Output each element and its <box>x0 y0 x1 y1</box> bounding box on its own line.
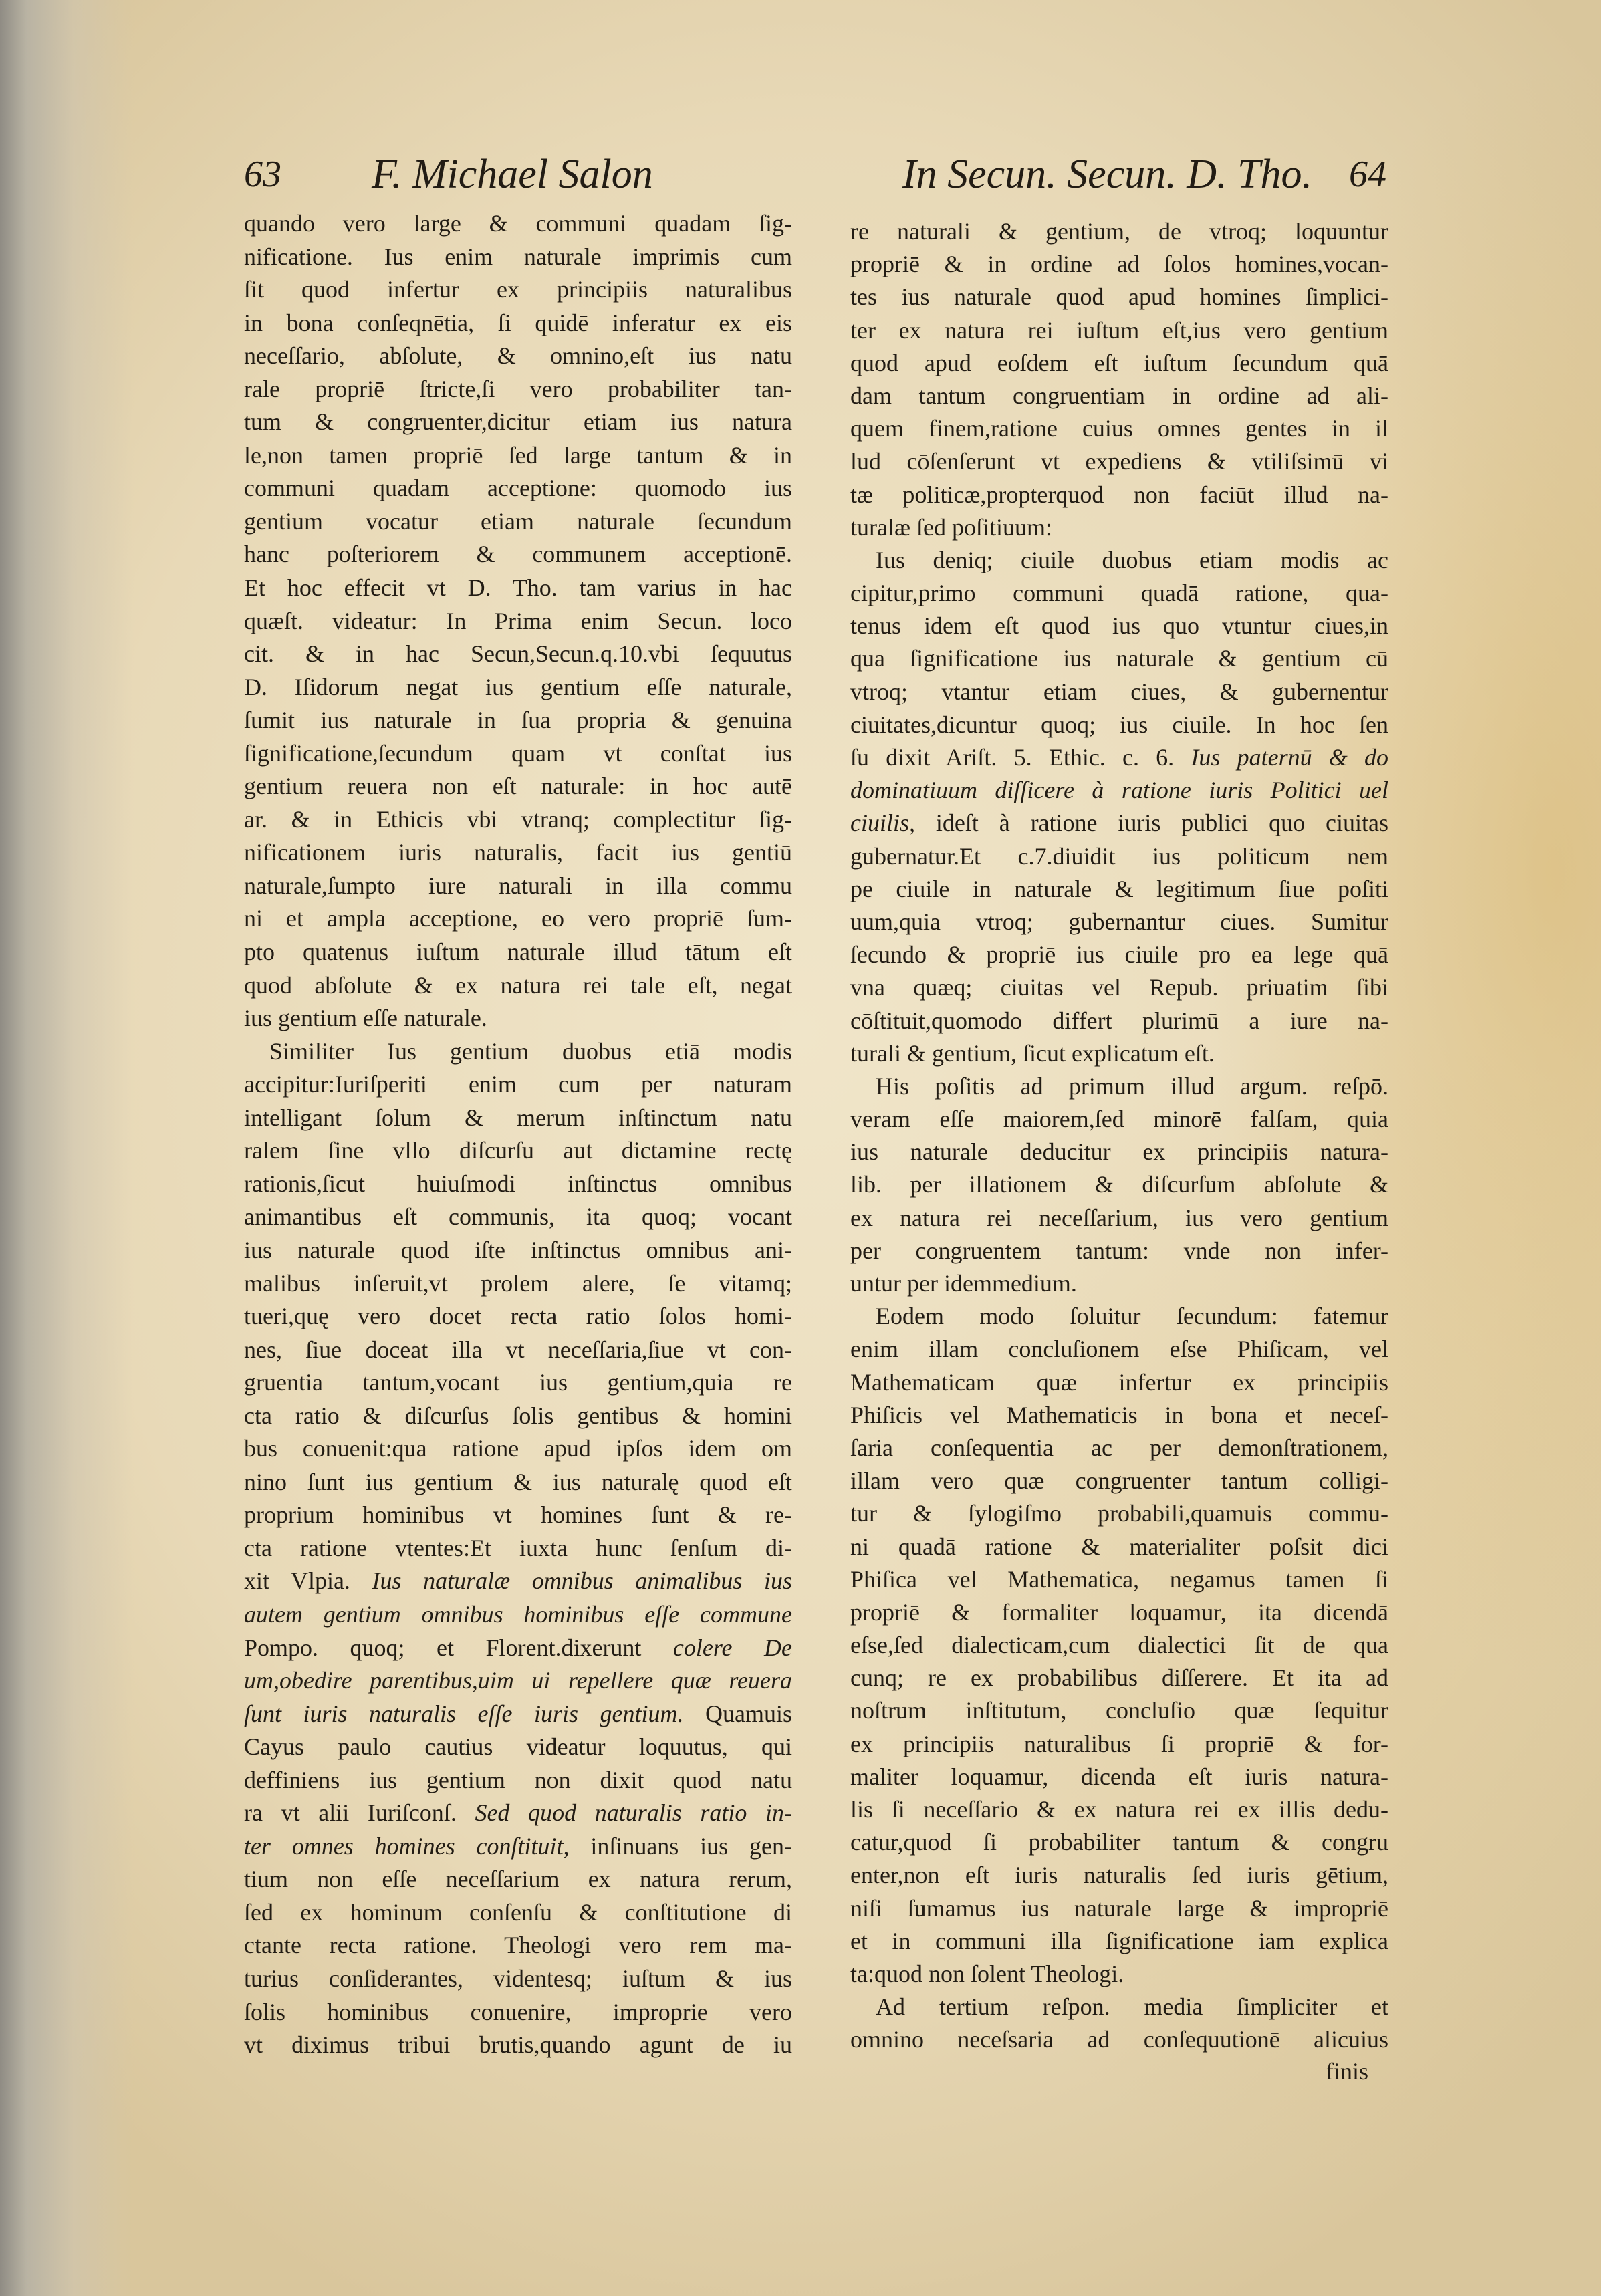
left-column-text-line: ſolis hominibus conuenire, improprie vero <box>244 1998 792 2025</box>
right-column-text-line: illam vero quæ congruenter tantum colligi- <box>850 1467 1388 1495</box>
right-column-text-line: propriē & formaliter loquamur, ita dicendā <box>850 1598 1388 1626</box>
left-column-text-line: cta ratione vtentes:Et iuxta hunc ſenſum di- <box>244 1534 792 1561</box>
right-column-text-line: propriē & in ordine ad ſolos homines,vocan- <box>850 251 1388 278</box>
left-column-text-line: quæſt. videatur: In Prima enim Secun. loco <box>244 607 792 634</box>
left-column <box>244 207 792 2062</box>
right-column-text-line: Phiſicis vel Mathematicis in bona et neceſ- <box>850 1401 1388 1428</box>
right-column-text-line <box>850 741 1388 774</box>
right-column-text-line: vtroq; vtantur etiam ciues, & gubernentur <box>850 678 1388 705</box>
left-column-text-line: tum & congruenter,dicitur etiam ius natura <box>244 408 792 436</box>
roman-text-run: Pompo. quoq; et Florent.dixerunt <box>244 1634 673 1661</box>
left-column-text-line: communi quadam acceptione: quomodo ius <box>244 475 792 502</box>
right-column-text-line: tes ius naturale quod apud homines ſimplici- <box>850 283 1388 311</box>
left-column-text-line: gentium vocatur etiam naturale ſecundum <box>244 507 792 535</box>
left-column-text-line: cta ratio & diſcurſus ſolis gentibus & homini <box>244 1402 792 1429</box>
right-column-text-line: lis ſi neceſſario & ex natura rei ex illis dedu- <box>850 1796 1388 1823</box>
left-column-text-line: ſit quod infertur ex principiis naturalibus <box>244 276 792 303</box>
right-column-text-line: tur & ſylogiſmo probabili,quamuis commu- <box>850 1500 1388 1527</box>
page-number-left: 63 <box>244 154 281 195</box>
left-column-text-line: ſignificatione,ſecundum quam vt conſtat ius <box>244 739 792 767</box>
right-column-text-line: catur,quod ſi probabiliter tantum & congru <box>850 1829 1388 1856</box>
left-column-text-line: nino ſunt ius gentium & ius naturalę quod eſt <box>244 1468 792 1495</box>
page-number-right: 64 <box>1349 154 1386 195</box>
italic-text-run: ſunt iuris naturalis eſſe iuris gentium. <box>244 1700 684 1727</box>
right-column-text-line: veram eſſe maiorem,ſed minorē falſam, quia <box>850 1106 1388 1133</box>
right-column-text-line: enim illam concluſionem eſse Phiſicam, vel <box>850 1335 1388 1363</box>
right-column-text-line: Eodem modo ſoluitur ſecundum: fatemur <box>876 1303 1388 1330</box>
left-column-text-line: cit. & in hac Secun,Secun.q.10.vbi ſequutus <box>244 640 792 668</box>
left-column-text-line: ctante recta ratione. Theologi vero rem ma- <box>244 1932 792 1959</box>
italic-text-run: ter omnes homines conſtituit, <box>244 1832 570 1860</box>
left-column-text-line: vt diximus tribui brutis,quando agunt de iu <box>244 2031 792 2059</box>
right-column-text-line: lud cōſenſerunt vt expediens & vtiliſsimū vi <box>850 448 1388 475</box>
italic-text-run: autem gentium omnibus hominibus eſſe commune <box>244 1600 792 1628</box>
right-column-text-line: Ad tertium reſpon. media ſimpliciter et <box>876 1993 1388 2021</box>
left-column-text-line: intelligant ſolum & merum inſtinctum natu <box>244 1104 792 1131</box>
roman-text-run: ſu dixit Ariſt. 5. Ethic. c. 6. <box>850 744 1191 771</box>
right-column-text-line: tæ politicæ,propterquod non faciūt illud na- <box>850 481 1388 508</box>
left-column-text-line: naturale,ſumpto iure naturali in illa commu <box>244 872 792 899</box>
left-column-text-line: rale propriē ſtricte,ſi vero probabiliter tan- <box>244 375 792 402</box>
left-column-text-line: accipitur:Iuriſperiti enim cum per naturam <box>244 1071 792 1098</box>
italic-text-run: colere De <box>672 1634 792 1661</box>
left-column-text-line <box>244 1698 792 1731</box>
right-column-text-line: lib. per illationem & diſcurſum abſolute & <box>850 1171 1388 1198</box>
right-column-text-line: turalæ ſed poſitiuum: <box>850 513 1052 541</box>
left-column-text-line: Cayus paulo cautius videatur loquutus, qui <box>244 1733 792 1761</box>
left-column-text-line: tium non eſſe neceſſarium ex natura rerum, <box>244 1866 792 1893</box>
left-column-text-line <box>244 1632 792 1665</box>
left-column-text-line: le,non tamen propriē ſed large tantum & in <box>244 441 792 469</box>
left-column-text-line: proprium hominibus vt homines ſunt & re- <box>244 1501 792 1529</box>
italic-text-run: ciuilis, <box>850 809 915 837</box>
right-column-text-line: ex principiis naturalibus ſi propriē & for- <box>850 1730 1388 1757</box>
left-column-text-line: rationis,ſicut huiuſmodi inſtinctus omnibus <box>244 1170 792 1197</box>
left-column-text-line: turius conſiderantes, videntesq; iuſtum & ius <box>244 1964 792 1992</box>
right-column-text-line: enter,non eſt iuris naturalis ſed iuris gētium, <box>850 1862 1388 1889</box>
right-column-text-line <box>850 774 1388 807</box>
right-column-text-line: turali & gentium, ſicut explicatum eſt. <box>850 1039 1215 1067</box>
left-column-text-line <box>244 1797 792 1830</box>
left-column-text-line: hanc poſteriorem & communem acceptionē. <box>244 541 792 568</box>
left-column-text-line: ſed ex hominum conſenſu & conſtitutione di <box>244 1898 792 1926</box>
italic-text-run: Sed quod naturalis ratio in- <box>475 1799 792 1827</box>
left-column-text-line <box>244 1565 792 1598</box>
left-column-text-line: ni et ampla acceptione, eo vero propriē ſum- <box>244 905 792 932</box>
left-column-text-line: deffiniens ius gentium non dixit quod natu <box>244 1766 792 1793</box>
left-column-text-line: nes, ſiue doceat illa vt neceſſaria,ſiue vt con- <box>244 1335 792 1363</box>
left-column-text-line: nificationem iuris naturalis, facit ius gentiū <box>244 839 792 866</box>
right-column-text-line: ta:quod non ſolent Theologi. <box>850 1960 1124 1987</box>
right-column-text-line: vna quæq; ciuitas vel Repub. priuatim ſibi <box>850 974 1388 1001</box>
right-column-text-line: et in communi illa ſignificatione iam explica <box>850 1927 1388 1954</box>
right-column-text-line: cōſtituit,quomodo differt plurimū a iure na- <box>850 1007 1388 1034</box>
roman-text-run: ra vt alii Iuriſconſ. <box>244 1799 475 1827</box>
right-column-text-line: per congruentem tantum: vnde non infer- <box>850 1237 1388 1264</box>
right-column-text-line: quem finem,ratione cuius omnes gentes in il <box>850 415 1388 442</box>
right-column-text-line: ſaria conſequentia ac per demonſtrationem, <box>850 1434 1388 1461</box>
left-column-text-line: ſumit ius naturale in ſua propria & genuina <box>244 707 792 734</box>
left-column-text-line: ralem ſine vllo diſcurſu aut dictamine rectę <box>244 1137 792 1164</box>
left-column-text-line: in bona conſeqnētia, ſi quidē inferatur ex eis <box>244 309 792 336</box>
right-column-text-line: ter ex natura rei iuſtum eſt,ius vero gentium <box>850 316 1388 344</box>
left-column-text-line: ius naturale quod iſte inſtinctus omnibus ani- <box>244 1236 792 1263</box>
right-column-text-line: ciuitates,dicuntur quoq; ius ciuile. In hoc ſen <box>850 711 1388 738</box>
right-column-text-line: ſecundo & propriē ius ciuile pro ea lege quā <box>850 941 1388 969</box>
left-column-text-line: bus conuenit:qua ratione apud ipſos idem om <box>244 1435 792 1462</box>
right-column-text-line: re naturali & gentium, de vtroq; loquuntur <box>850 218 1388 245</box>
italic-text-run: Ius paternū & do <box>1191 744 1388 771</box>
right-column-text-line <box>850 807 1388 840</box>
right-column-text-line: ius naturale deducitur ex principiis natura- <box>850 1138 1388 1166</box>
left-column-text-line: tueri,quę vero docet recta ratio ſolos homi- <box>244 1303 792 1330</box>
left-column-text-line: ius gentium eſſe naturale. <box>244 1005 487 1032</box>
roman-text-run: xit Vlpia. <box>244 1567 372 1595</box>
left-column-text-line: D. Iſidorum negat ius gentium eſſe naturale, <box>244 673 792 700</box>
right-column-text-line: omnino neceſsaria ad conſequutionē alicuius <box>850 2026 1388 2053</box>
left-column-text-line: animantibus eſt communis, ita quoq; vocant <box>244 1203 792 1231</box>
italic-text-run: Ius naturalæ omnibus animalibus ius <box>372 1567 792 1595</box>
roman-text-run: inſinuans ius gen- <box>569 1832 792 1860</box>
right-column-text-line: dam tantum congruentiam in ordine ad ali- <box>850 382 1388 409</box>
right-column-text-line: cunq; re ex probabilibus diſſerere. Et ita ad <box>850 1664 1388 1692</box>
right-column-text-line: pe ciuile in naturale & legitimum ſiue poſiti <box>850 875 1388 902</box>
right-column-text-line: cipitur,primo communi quadā ratione, qua- <box>850 580 1388 607</box>
left-column-text-line: Et hoc effecit vt D. Tho. tam varius in hac <box>244 574 792 602</box>
right-column-text-line: uum,quia vtroq; gubernantur ciues. Sumitur <box>850 908 1388 935</box>
left-column-text-line: gruentia tantum,vocant ius gentium,quia re <box>244 1369 792 1396</box>
right-column-text-line: quod apud eoſdem eſt iuſtum ſecundum quā <box>850 349 1388 376</box>
right-column-text-line: maliter loquamur, dicenda eſt iuris natura- <box>850 1763 1388 1790</box>
right-column-text-line: ni quadā ratione & materialiter poſsit dici <box>850 1533 1388 1560</box>
right-column-text-line: ex natura rei neceſſarium, ius vero gentium <box>850 1204 1388 1231</box>
left-column-text-line: neceſſario, abſolute, & omnino,eſt ius natu <box>244 342 792 370</box>
left-column-text-line <box>244 1598 792 1632</box>
left-column-text-line: ar. & in Ethicis vbi vtranq; complectitur ſig- <box>244 805 792 833</box>
running-title-left: F. Michael Salon <box>372 152 653 197</box>
right-column-text-line: qua ſignificatione ius naturale & gentium cū <box>850 645 1388 672</box>
catchword: finis <box>1325 2058 1368 2085</box>
right-column-text-line: eſse,ſed dialecticam,cum dialectici ſit de qua <box>850 1632 1388 1659</box>
roman-text-run: Quamuis <box>683 1700 792 1727</box>
left-column-text-line: nificatione. Ius enim naturale imprimis cum <box>244 243 792 270</box>
left-column-text-line <box>244 1664 792 1698</box>
left-column-text-line <box>244 1830 792 1864</box>
right-column-text-line: Mathematicam quæ infertur ex principiis <box>850 1368 1388 1396</box>
right-column-text-line: His poſitis ad primum illud argum. reſpō. <box>876 1072 1388 1100</box>
right-column-text-line: gubernatur.Et c.7.diuidit ius politicum nem <box>850 842 1388 870</box>
left-column-text-line: quod abſolute & ex natura rei tale eſt, negat <box>244 971 792 999</box>
left-column-text-line: quando vero large & communi quadam ſig- <box>244 210 792 237</box>
running-title-right: In Secun. Secun. D. Tho. <box>902 152 1312 197</box>
left-column-text-line: Similiter Ius gentium duobus etiā modis <box>269 1037 792 1065</box>
roman-text-run: ideſt à ratione iuris publici quo ciuitas <box>915 809 1388 837</box>
italic-text-run: um,obedire parentibus,uim ui repellere quæ reuera <box>244 1667 792 1694</box>
right-column-text-line: Phiſica vel Mathematica, negamus tamen ſi <box>850 1565 1388 1593</box>
left-column-text-line: malibus inſeruit,vt prolem alere, ſe vitamq; <box>244 1269 792 1297</box>
right-column-text-line: untur per idemmedium. <box>850 1270 1077 1297</box>
right-column-text-line: Ius deniq; ciuile duobus etiam modis ac <box>876 546 1388 573</box>
left-column-text-line: gentium reuera non eſt naturale: in hoc autē <box>244 773 792 800</box>
left-column-text-line: pto quatenus iuſtum naturale illud tātum eſt <box>244 938 792 966</box>
right-column <box>850 215 1388 2057</box>
italic-text-run: dominatiuum diſſicere à ratione iuris Politici uel <box>850 777 1388 804</box>
right-column-text-line: noſtrum inſtitutum, concluſio quæ ſequitur <box>850 1697 1388 1725</box>
right-column-text-line: tenus idem eſt quod ius quo vtuntur ciues,in <box>850 612 1388 640</box>
right-column-text-line: niſi ſumamus ius naturale large & impropriē <box>850 1894 1388 1922</box>
